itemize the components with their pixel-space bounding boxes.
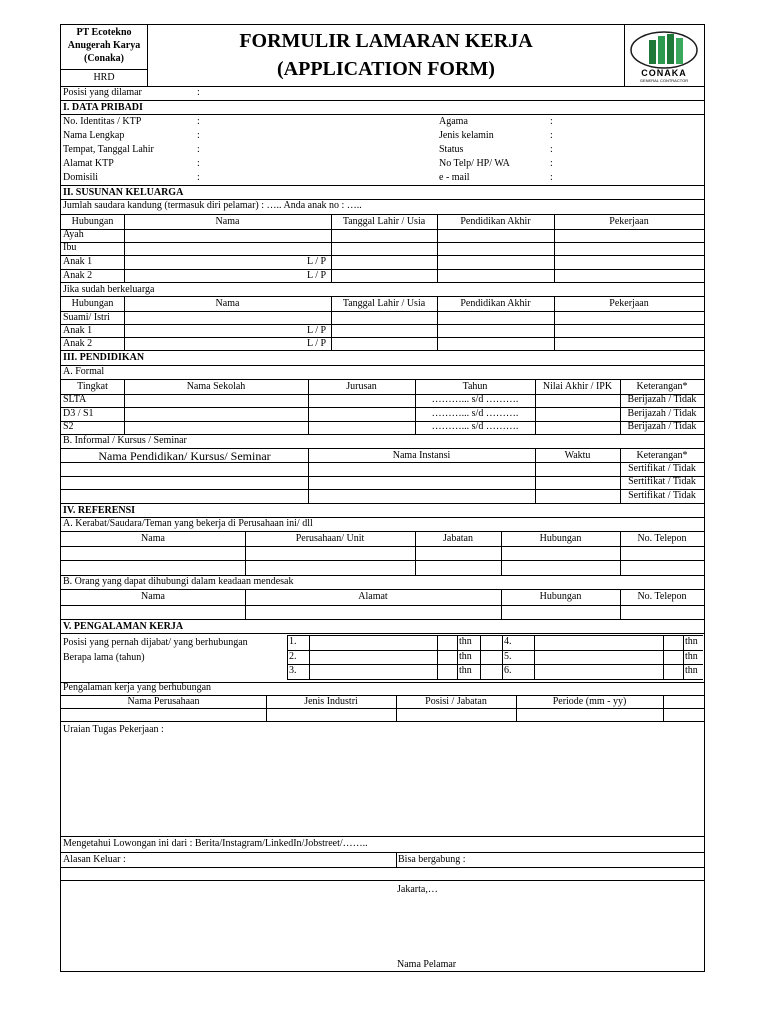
start-availability-label: Bisa bergabung : [398,854,466,865]
vacancy-source-label: Mengetahui Lowongan ini dari : Berita/Instagram/LinkedIn/Jobstreet/…….. [63,838,368,849]
family2-header-name: Nama [215,298,240,309]
related-experience-label: Pengalaman kerja yang berhubungan [63,682,212,693]
position-number-5: 5. [504,651,512,662]
family-row-child-2: Anak 2 [63,270,93,281]
job-description-area[interactable] [62,737,703,836]
ref-a-header-phone: No. Telepon [637,533,687,544]
gender-option: L / P [307,325,327,336]
family-header-birth: Tanggal Lahir / Usia [342,216,426,227]
married-label: Jika sudah berkeluarga [63,284,155,295]
divider [61,531,704,532]
position-number-4: 4. [504,636,512,647]
ref-a-header-position: Jabatan [443,533,473,544]
family-table-1-cells[interactable] [125,230,703,282]
personal-left-fields[interactable] [203,115,433,185]
divider [287,679,703,680]
personal-right-label-4: No Telp/ HP/ WA [439,158,510,169]
divider [502,635,503,679]
formal-education-cells[interactable] [125,395,619,434]
personal-right-label-3: Status [439,144,464,155]
edu-header-school: Nama Sekolah [186,381,246,392]
family2-row-spouse: Suami/ Istri [63,312,110,323]
personal-right-label-5: e - mail [439,172,470,183]
leaving-reason-field[interactable] [131,853,393,867]
edu-note: Berijazah / Tidak [627,408,697,419]
family2-header-education: Pendidikan Akhir [460,298,531,309]
family2-header-birth: Tanggal Lahir / Usia [342,298,426,309]
informal-header-course: Nama Pendidikan/ Kursus/ Seminar [98,449,271,463]
edu-header-year: Tahun [462,381,488,392]
form-subtitle: (APPLICATION FORM) [277,58,495,80]
divider [437,635,438,679]
edu-year-range: ………... s/d ………. [431,394,519,405]
company-name-line2: Anugerah Karya [67,40,141,51]
divider [61,365,704,366]
positions-fields-right[interactable] [535,636,663,679]
divider [480,635,481,679]
duration-label: Berapa lama (tahun) [63,652,145,663]
divider [61,867,704,868]
family-row-mother: Ibu [63,242,77,253]
logo-subtext: GENERAL CONTRACTOR [639,78,689,83]
ref-b-header-relation: Hubungan [539,591,582,602]
position-applied-field[interactable] [203,87,703,99]
family-header-relation: Hubungan [71,216,114,227]
divider [287,635,288,679]
positions-fields-left[interactable] [310,636,437,679]
form-title: FORMULIR LAMARAN KERJA [239,30,533,52]
company-name-line3: (Conaka) [83,53,124,64]
years-unit: thn [459,651,472,662]
department-label: HRD [93,72,115,83]
divider [663,635,664,679]
job-description-label: Uraian Tugas Pekerjaan : [63,724,164,735]
reference-a-label: A. Kerabat/Saudara/Teman yang bekerja di Perusahaan ini/ dll [63,518,313,529]
position-applied-label: Posisi yang dilamar [63,87,142,98]
family-row-child-1: Anak 1 [63,256,93,267]
edu-year-range: ………... s/d ………. [431,421,519,432]
divider [457,635,458,679]
edu-year-range: ………... s/d ………. [431,408,519,419]
edu-row-s2: S2 [63,421,74,432]
edu-header-note: Keterangan* [636,381,688,392]
edu-note: Berijazah / Tidak [627,394,697,405]
divider [61,379,704,380]
position-applied-colon: : [197,87,200,98]
siblings-count-label: Jumlah saudara kandung (termasuk diri pelamar) : ….. Anda anak no : ….. [63,200,362,211]
section-personal-data-title: I. DATA PRIBADI [63,102,143,113]
years-unit: thn [459,636,472,647]
colon: : [197,172,200,183]
family2-row-child-1: Anak 1 [63,325,93,336]
personal-left-label-1: No. Identitas / KTP [63,116,142,127]
colon: : [550,116,553,127]
personal-right-fields[interactable] [556,115,702,185]
years-unit: thn [685,651,698,662]
divider [61,282,704,283]
informal-header-institution: Nama Instansi [392,450,451,461]
edu-row-slta: SLTA [63,394,87,405]
divider [61,69,147,70]
colon: : [550,130,553,141]
signature-area[interactable] [361,898,561,958]
applicant-name-label: Nama Pelamar [397,959,457,970]
informal-education-cells[interactable] [62,463,619,503]
edu-note: Berijazah / Tidak [627,421,697,432]
family-table-2-cells[interactable] [125,312,703,350]
divider [396,852,397,867]
gender-option: L / P [307,256,327,267]
family-header-name: Nama [215,216,240,227]
edu-row-d3-s1: D3 / S1 [63,408,94,419]
cert-note: Sertifikat / Tidak [628,476,696,487]
personal-right-label-1: Agama [439,116,468,127]
position-number-2: 2. [289,651,297,662]
conaka-logo-icon [627,28,701,70]
personal-left-label-2: Nama Lengkap [63,130,125,141]
colon: : [197,130,200,141]
divider [620,448,621,503]
colon: : [197,116,200,127]
colon: : [550,172,553,183]
ref-b-header-address: Alamat [358,591,388,602]
personal-left-label-5: Domisili [63,172,99,183]
years-unit: thn [685,636,698,647]
previous-positions-label: Posisi yang pernah dijabat/ yang berhubungan [63,637,248,648]
ref-b-header-name: Nama [141,591,165,602]
colon: : [197,144,200,155]
family-row-father: Ayah [63,229,84,240]
colon: : [550,158,553,169]
personal-left-label-3: Tempat, Tanggal Lahir [63,144,154,155]
divider [61,589,704,590]
informal-header-note: Keterangan* [636,450,688,461]
personal-right-label-2: Jenis kelamin [439,130,494,141]
divider [624,25,625,86]
reference-a-cells[interactable] [62,547,703,575]
gender-option: L / P [307,270,327,281]
years-unit: thn [459,665,472,676]
company-name-line1: PT Ecotekno [76,27,132,38]
informal-education-label: B. Informal / Kursus / Seminar [63,435,187,446]
reference-b-label: B. Orang yang dapat dihubungi dalam keadaan mendesak [63,576,294,587]
family-header-education: Pendidikan Akhir [460,216,531,227]
ref-b-header-phone: No. Telepon [637,591,687,602]
exp-header-position: Posisi / Jabatan [425,696,487,707]
family2-row-child-2: Anak 2 [63,338,93,349]
family2-header-relation: Hubungan [71,298,114,309]
related-experience-cells[interactable] [62,709,703,721]
section-experience-title: V. PENGALAMAN KERJA [63,621,184,632]
position-number-6: 6. [504,665,512,676]
formal-education-label: A. Formal [63,366,105,377]
divider [620,379,621,434]
position-number-3: 3. [289,665,297,676]
personal-left-label-4: Alamat KTP [63,158,114,169]
divider [683,635,684,679]
exp-header-company: Nama Perusahaan [127,696,200,707]
ref-a-header-company: Perusahaan/ Unit [295,533,365,544]
exp-header-period: Periode (mm - yy) [552,696,627,707]
place-date-label: Jakarta,… [397,884,438,895]
edu-header-gpa: Nilai Akhir / IPK [542,381,613,392]
divider [61,633,704,634]
colon: : [550,144,553,155]
edu-header-level: Tingkat [77,381,108,392]
section-education-title: III. PENDIDIKAN [63,352,145,363]
family2-header-job: Pekerjaan [609,298,649,309]
divider [61,880,704,881]
section-family-title: II. SUSUNAN KELUARGA [63,187,184,198]
divider [61,836,704,837]
divider [61,721,704,722]
family-header-job: Pekerjaan [609,216,649,227]
ref-a-header-name: Nama [141,533,165,544]
years-unit: thn [685,665,698,676]
divider [61,296,704,297]
section-reference-title: IV. REFERENSI [63,505,136,516]
reference-b-cells[interactable] [62,606,703,619]
application-form [60,24,705,972]
exp-header-industry: Jenis Industri [304,696,358,707]
ref-a-header-relation: Hubungan [539,533,582,544]
edu-header-major: Jurusan [346,381,377,392]
divider [61,214,704,215]
company-logo [627,28,701,84]
informal-header-time: Waktu [564,450,591,461]
logo-text: CONAKA [641,68,687,78]
leaving-reason-label: Alasan Keluar : [63,854,126,865]
position-number-1: 1. [289,636,297,647]
start-availability-field[interactable] [473,853,701,867]
cert-note: Sertifikat / Tidak [628,490,696,501]
colon: : [197,158,200,169]
cert-note: Sertifikat / Tidak [628,463,696,474]
gender-option: L / P [307,338,327,349]
